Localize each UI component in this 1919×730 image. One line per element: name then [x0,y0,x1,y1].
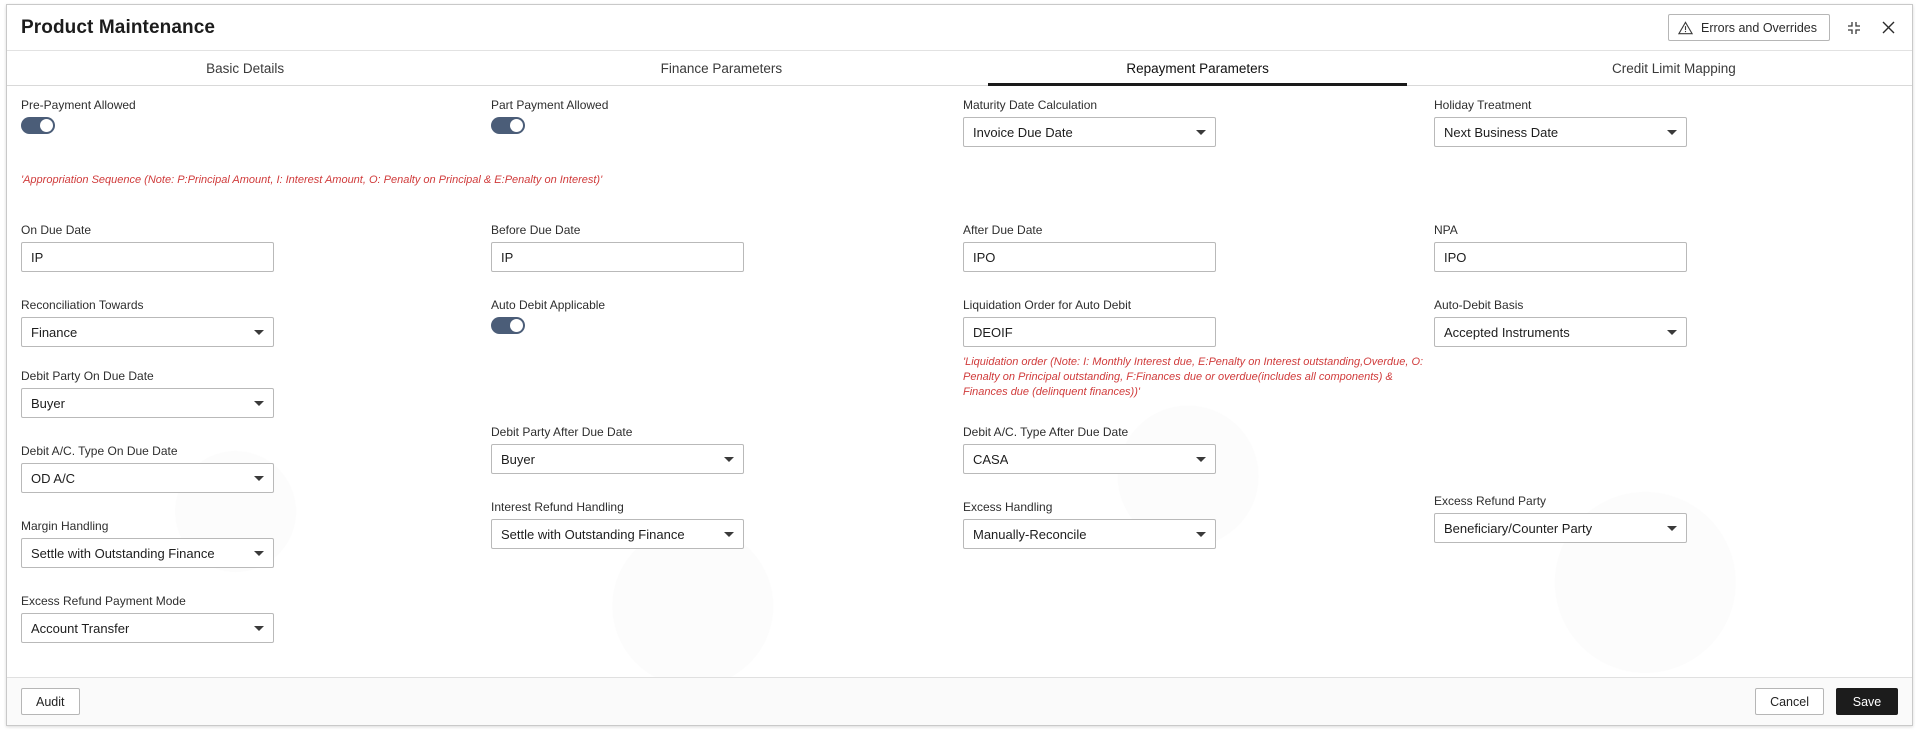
field-maturity-date-calculation [963,98,1263,147]
field-debit-party-on-due-date [21,369,321,418]
form-column-4b [1434,223,1734,349]
chevron-down-icon [254,551,264,556]
field-pre-payment-allowed [21,98,321,134]
audit-button[interactable]: Audit [21,688,80,715]
debit-ac-type-on-due-date-select[interactable] [21,463,274,493]
tab-label: Repayment Parameters [1126,60,1269,76]
margin-handling-label: Margin Handling [21,519,109,533]
field-auto-debit-basis [1434,298,1734,347]
chevron-down-icon [724,457,734,462]
form-column-4c [1434,494,1734,545]
holiday-treatment-value: Next Business Date [1444,124,1559,140]
excess-refund-party-value: Beneficiary/Counter Party [1444,520,1593,536]
debit-party-on-due-date-label: Debit Party On Due Date [21,369,154,383]
excess-handling-select[interactable] [963,519,1216,549]
chevron-down-icon [254,401,264,406]
chevron-down-icon [254,626,264,631]
tab-credit-limit-mapping[interactable] [1436,51,1912,85]
excess-handling-label: Excess Handling [963,500,1053,514]
debit-party-after-due-date-value: Buyer [501,451,535,467]
debit-ac-type-after-due-date-value: CASA [973,451,1009,467]
debit-party-after-due-date-label: Debit Party After Due Date [491,425,633,439]
field-debit-ac-type-on-due-date [21,444,321,493]
before-due-date-value: IP [501,249,514,265]
field-debit-ac-type-after-due-date [963,425,1263,474]
form-column-2 [491,98,791,136]
after-due-date-label: After Due Date [963,223,1043,237]
collapse-icon[interactable] [1844,18,1864,38]
debit-ac-type-on-due-date-value: OD A/C [31,470,76,486]
debit-party-after-due-date-select[interactable] [491,444,744,474]
errors-and-overrides-label: Errors and Overrides [1700,20,1817,35]
before-due-date-label: Before Due Date [491,223,581,237]
chevron-down-icon [1196,532,1206,537]
chevron-down-icon [1196,457,1206,462]
maturity-date-calculation-select[interactable] [963,117,1216,147]
auto-debit-basis-select[interactable] [1434,317,1687,347]
form-column-3 [963,98,1263,149]
excess-handling-value: Manually-Reconcile [973,526,1087,542]
auto-debit-basis-value: Accepted Instruments [1444,324,1570,340]
excess-refund-payment-mode-select[interactable] [21,613,274,643]
field-interest-refund-handling [491,500,791,549]
reconciliation-towards-label: Reconciliation Towards [21,298,144,312]
chevron-down-icon [724,532,734,537]
auto-debit-applicable-label: Auto Debit Applicable [491,298,606,312]
holiday-treatment-select[interactable] [1434,117,1687,147]
field-before-due-date [491,223,791,272]
form-column-2c [491,425,791,551]
on-due-date-value: IP [31,249,44,265]
field-excess-handling [963,500,1263,549]
npa-value: IPO [1444,249,1467,265]
debit-ac-type-after-due-date-select[interactable] [963,444,1216,474]
on-due-date-input[interactable] [21,242,274,272]
pre-payment-allowed-toggle[interactable] [21,117,55,134]
maturity-date-calculation-value: Invoice Due Date [973,124,1073,140]
tab-label: Finance Parameters [660,60,783,76]
tab-finance-parameters[interactable] [483,51,959,85]
field-auto-debit-applicable [491,298,791,334]
form-column-3b [963,223,1424,400]
excess-refund-payment-mode-value: Account Transfer [31,620,130,636]
margin-handling-value: Settle with Outstanding Finance [31,545,215,561]
save-button[interactable]: Save [1836,688,1898,715]
chevron-down-icon [1667,130,1677,135]
liquidation-order-value: DEOIF [973,324,1013,340]
form-grid [7,86,1912,636]
field-reconciliation-towards [21,298,321,347]
after-due-date-value: IPO [973,249,996,265]
reconciliation-towards-value: Finance [31,324,78,340]
tab-bar [7,51,1912,86]
pre-payment-allowed-label: Pre-Payment Allowed [21,98,136,112]
chevron-down-icon [1667,330,1677,335]
tab-repayment-parameters[interactable] [960,51,1436,85]
field-holiday-treatment [1434,98,1734,147]
footer-actions [1755,688,1898,715]
form-column-2b [491,223,791,336]
chevron-down-icon [1667,526,1677,531]
excess-refund-party-select[interactable] [1434,513,1687,543]
part-payment-allowed-toggle[interactable] [491,117,525,134]
holiday-treatment-label: Holiday Treatment [1434,98,1532,112]
reconciliation-towards-select[interactable] [21,317,274,347]
npa-label: NPA [1434,223,1458,237]
debit-party-on-due-date-select[interactable] [21,388,274,418]
product-maintenance-window [6,4,1913,726]
maturity-date-calculation-label: Maturity Date Calculation [963,98,1098,112]
debit-ac-type-after-due-date-label: Debit A/C. Type After Due Date [963,425,1129,439]
window-titlebar [7,5,1912,51]
field-liquidation-order-for-auto-debit [963,298,1263,347]
field-excess-refund-party [1434,494,1734,543]
chevron-down-icon [254,476,264,481]
field-part-payment-allowed [491,98,791,134]
appropriation-sequence-note: 'Appropriation Sequence (Note: P:Principal Amount, I: Interest Amount, O: Penalty on Principal & E:Penalty on Interest)' [21,174,603,186]
margin-handling-select[interactable] [21,538,274,568]
tab-label: Basic Details [206,60,285,76]
errors-and-overrides-button[interactable] [1668,14,1830,41]
chevron-down-icon [1196,130,1206,135]
tab-label: Credit Limit Mapping [1611,60,1736,76]
on-due-date-label: On Due Date [21,223,92,237]
field-excess-refund-payment-mode [21,594,321,643]
form-column-1c [21,369,321,645]
debit-party-on-due-date-value: Buyer [31,395,65,411]
chevron-down-icon [254,330,264,335]
before-due-date-input[interactable] [491,242,744,272]
liquidation-order-input[interactable] [963,317,1216,347]
excess-refund-payment-mode-label: Excess Refund Payment Mode [21,594,186,608]
npa-input[interactable] [1434,242,1687,272]
page-title: Product Maintenance [21,16,216,38]
form-column-1 [21,98,321,136]
interest-refund-handling-select[interactable] [491,519,744,549]
field-npa [1434,223,1734,272]
part-payment-allowed-label: Part Payment Allowed [491,98,609,112]
form-body [7,86,1912,677]
form-column-4 [1434,98,1734,149]
debit-ac-type-on-due-date-label: Debit A/C. Type On Due Date [21,444,178,458]
auto-debit-basis-label: Auto-Debit Basis [1434,298,1524,312]
liquidation-order-note: 'Liquidation order (Note: I: Monthly Interest due, E:Penalty on Interest outstanding,Overdue, O: Penalty on Principal outstanding, F:Finances due or overdue(includes all components) & Finances due (delinquent finances))' [963,356,1424,398]
auto-debit-applicable-toggle[interactable] [491,317,525,334]
warning-triangle-icon [1678,21,1693,35]
titlebar-actions [1668,14,1912,41]
interest-refund-handling-value: Settle with Outstanding Finance [501,526,685,542]
liquidation-order-label: Liquidation Order for Auto Debit [963,298,1132,312]
after-due-date-input[interactable] [963,242,1216,272]
window-footer [7,677,1912,725]
field-margin-handling [21,519,321,568]
field-after-due-date [963,223,1263,272]
close-icon[interactable] [1878,18,1898,38]
form-column-1b [21,223,321,349]
field-on-due-date [21,223,321,272]
excess-refund-party-label: Excess Refund Party [1434,494,1547,508]
cancel-button[interactable]: Cancel [1755,688,1824,715]
field-debit-party-after-due-date [491,425,791,474]
form-column-3c [963,425,1263,551]
tab-basic-details[interactable] [7,51,483,85]
interest-refund-handling-label: Interest Refund Handling [491,500,624,514]
